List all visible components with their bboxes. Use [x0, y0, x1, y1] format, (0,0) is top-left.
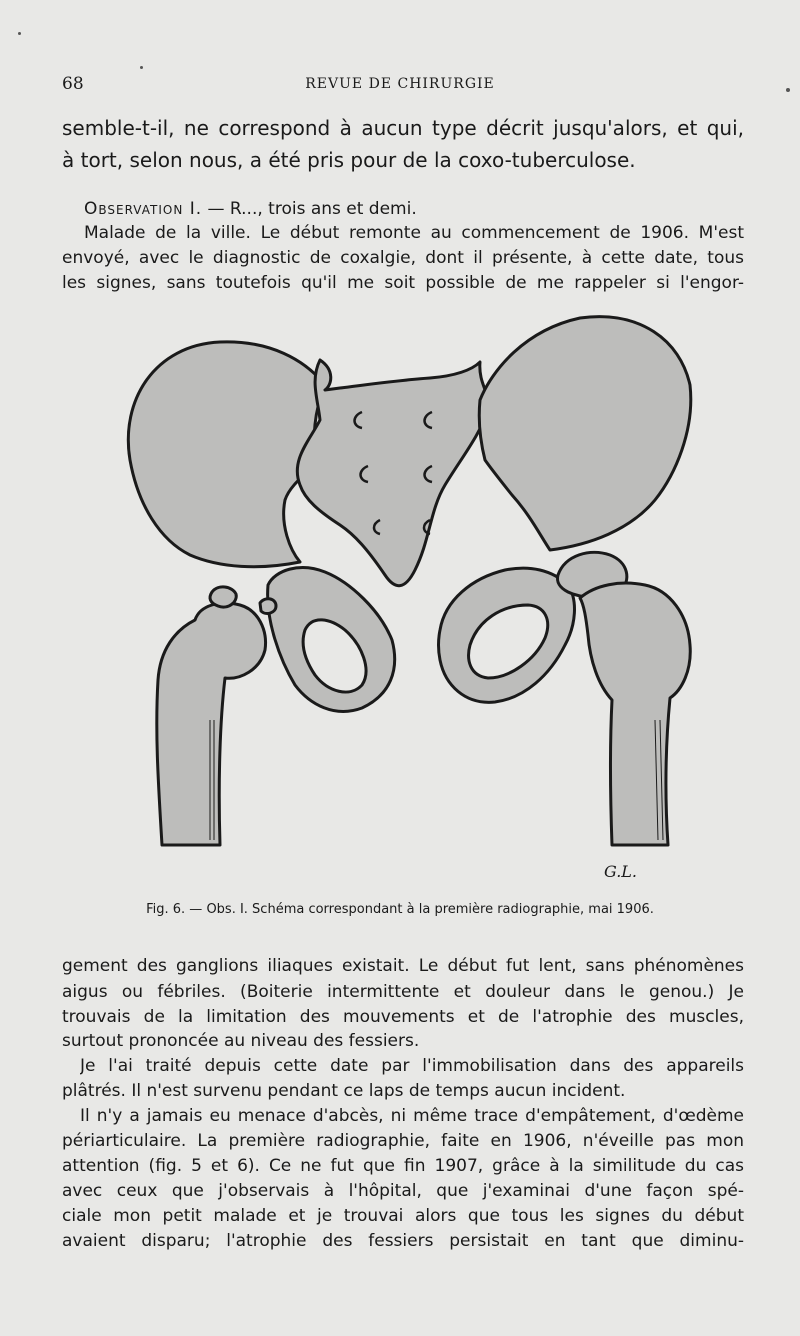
running-head: [62, 74, 738, 96]
pelvis-figure: [100, 300, 710, 900]
text-line: gement des ganglions iliaques existait. Le début fut lent, sans phénomènes: [62, 956, 744, 976]
text-line: Il n'y a jamais eu menace d'abcès, ni même trace d'empâtement, d'œdème: [80, 1106, 744, 1126]
page-number: 68: [62, 74, 84, 94]
right-femur: [580, 583, 690, 845]
figure-caption: Fig. 6. — Obs. I. Schéma correspondant à la première radiographie, mai 1906.: [146, 902, 654, 917]
text-line: ciale mon petit malade et je trouvai alors que tous les signes du début: [62, 1206, 744, 1226]
paper-speck: [140, 66, 143, 69]
text-line: plâtrés. Il n'est survenu pendant ce laps de temps aucun incident.: [62, 1081, 626, 1101]
sacrum: [297, 360, 488, 586]
journal-title: REVUE DE CHIRURGIE: [305, 76, 495, 92]
text-line: attention (fig. 5 et 6). Ce ne fut que fin 1907, grâce à la similitude du cas: [62, 1156, 744, 1176]
left-iliac-wing: [128, 342, 325, 567]
pelvis-diagram: [100, 300, 710, 900]
hatching: [210, 720, 663, 840]
text-line: semble-t-il, ne correspond à aucun type décrit jusqu'alors, et qui,: [62, 116, 744, 140]
text-line: les signes, sans toutefois qu'il me soit possible de me rappeler si l'engor-: [62, 273, 744, 293]
text-line: envoyé, avec le diagnostic de coxalgie, dont il présente, à cette date, tous: [62, 248, 744, 268]
left-femur: [157, 603, 266, 845]
text-line: surtout prononcée au niveau des fessiers.: [62, 1031, 420, 1051]
paper-speck: [18, 32, 21, 35]
observation-heading-line: [84, 199, 766, 219]
artist-signature: G.L.: [604, 862, 638, 881]
text-line: avaient disparu; l'atrophie des fessiers persistait en tant que diminu-: [62, 1231, 744, 1251]
text-line: aigus ou fébriles. (Boiterie intermittente et douleur dans le genou.) Je: [62, 982, 744, 1002]
paper-speck: [786, 88, 790, 92]
text-line: avec ceux que j'observais à l'hôpital, que j'examinai d'une façon spé-: [62, 1181, 744, 1201]
text-line: à tort, selon nous, a été pris pour de la coxo-tuberculose.: [62, 148, 636, 172]
text-line: Malade de la ville. Le début remonte au commencement de 1906. M'est: [84, 223, 744, 243]
text-line: périarticulaire. La première radiographie, faite en 1906, n'éveille pas mon: [62, 1131, 744, 1151]
text-line: trouvais de la limitation des mouvements et de l'atrophie des muscles,: [62, 1007, 744, 1027]
left-fragment: [260, 599, 276, 614]
observation-heading: Observation I.: [84, 199, 203, 219]
text-line: Je l'ai traité depuis cette date par l'immobilisation dans des appareils: [80, 1056, 744, 1076]
observation-heading-rest: — R..., trois ans et demi.: [202, 199, 417, 219]
right-iliac-wing: [479, 317, 691, 550]
left-femoral-head-small: [210, 587, 236, 607]
